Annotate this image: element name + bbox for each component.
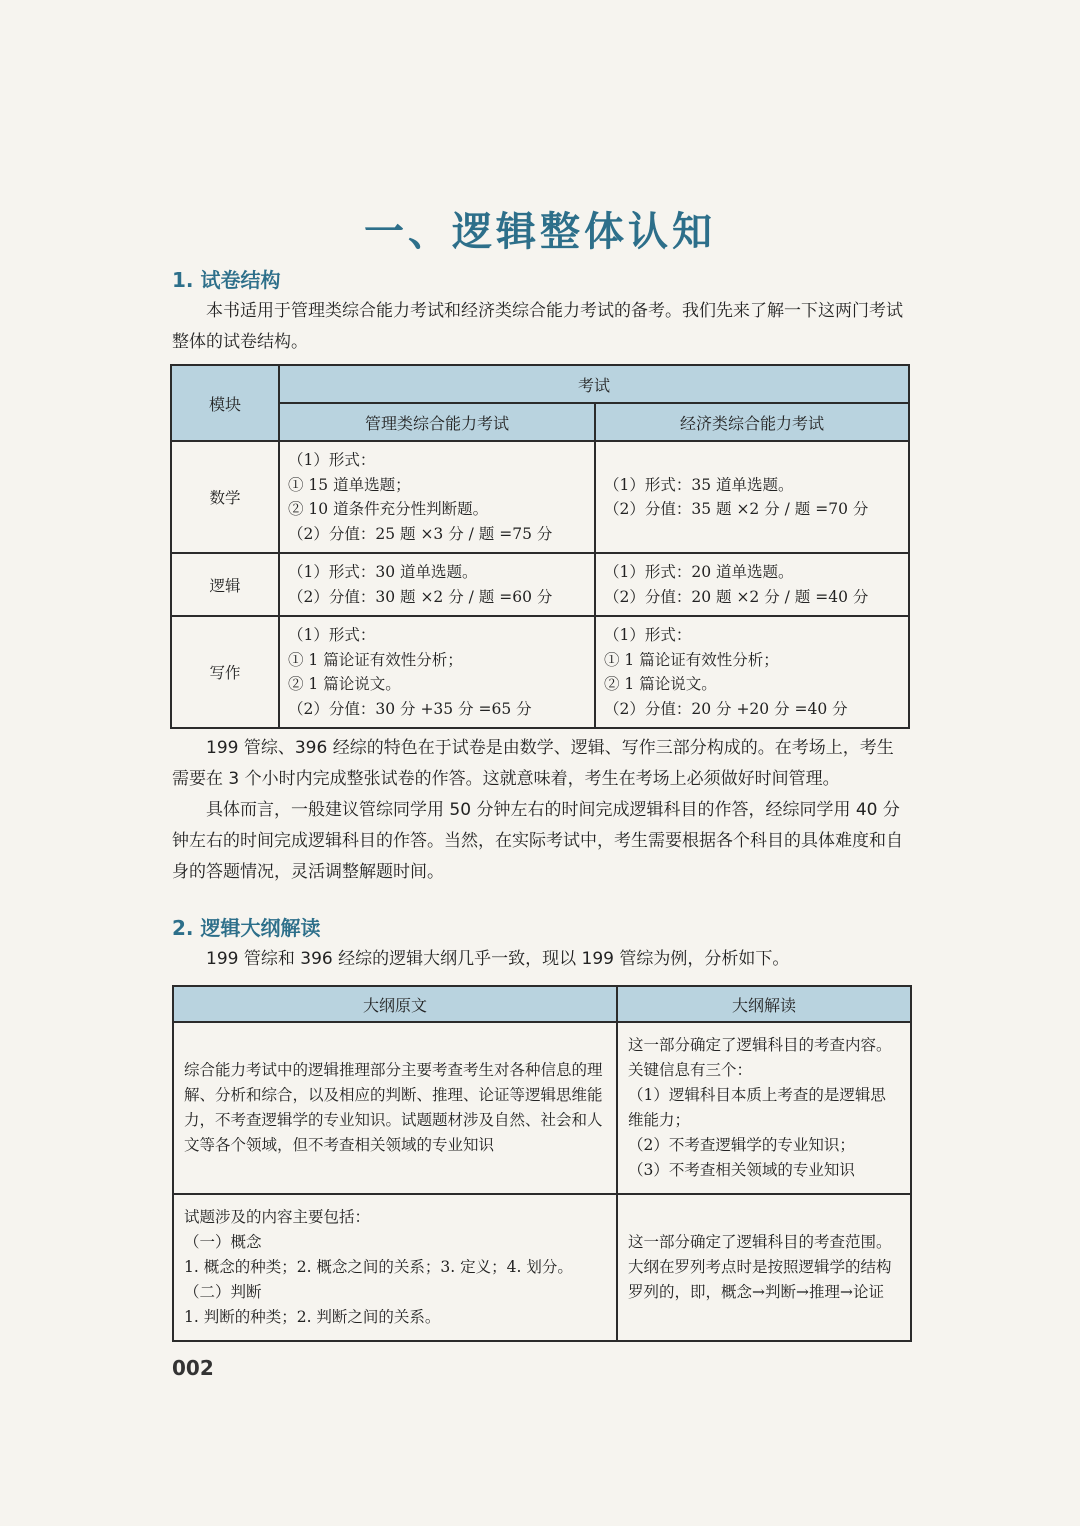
cell-text: （1）逻辑科目本质上考查的是逻辑思维能力； <box>628 1086 886 1129</box>
header-interpretation: 大纲解读 <box>617 986 911 1022</box>
cell-line: ① 15 道单选题； <box>288 475 411 494</box>
cell-line: （1）形式： <box>604 626 692 644</box>
module-logic: 逻辑 <box>171 553 279 616</box>
cell-line: （2）分值：20 题 ×2 分 / 题 =40 分 <box>604 587 869 606</box>
original-cell-2 <box>173 1194 617 1341</box>
module-math: 数学 <box>171 441 279 553</box>
cell-line: （1）形式：30 道单选题。 <box>288 563 478 581</box>
cell-line: （1）形式：20 道单选题。 <box>604 563 794 581</box>
cell-line: （2）分值：35 题 ×2 分 / 题 =70 分 <box>604 500 869 518</box>
math-management-cell <box>279 441 595 553</box>
cell-text: 综合能力考试中的逻辑推理部分主要考查考生对各种信息的理解、分析和综合，以及相应的判断、推理、论证等逻辑思维能力，不考查逻辑学的专业知识。试题题材涉及自然、社会和人文等各个领域，但不考查相关领域的专业知识 <box>184 1061 603 1154</box>
section-heading-syllabus: 2. 逻辑大纲解读 <box>172 916 321 940</box>
interpretation-cell-1 <box>617 1022 911 1194</box>
header-exam: 考试 <box>279 365 909 403</box>
table-row <box>173 1022 911 1194</box>
logic-economic-cell <box>595 553 909 616</box>
cell-line: （1）形式： <box>288 626 376 644</box>
writing-economic-cell <box>595 616 909 728</box>
cell-line: （2）分值：25 题 ×3 分 / 题 =75 分 <box>288 524 553 543</box>
cell-text: 这一部分确定了逻辑科目的考查范围。大纲在罗列考点时是按照逻辑学的结构罗列的，即，概念→判断→推理→论证 <box>628 1233 892 1301</box>
cell-line: ① 1 篇论证有效性分析； <box>288 650 463 669</box>
table-row-logic <box>171 553 909 616</box>
math-economic-cell <box>595 441 909 553</box>
table-row <box>173 1194 911 1341</box>
header-module: 模块 <box>171 365 279 441</box>
original-cell-1 <box>173 1022 617 1194</box>
cell-line: ② 10 道条件充分性判断题。 <box>288 500 489 518</box>
table-row-writing <box>171 616 909 728</box>
page-title: 一、逻辑整体认知 <box>364 209 716 255</box>
cell-line: ① 1 篇论证有效性分析； <box>604 650 779 669</box>
logic-management-cell <box>279 553 595 616</box>
writing-management-cell <box>279 616 595 728</box>
header-economic: 经济类综合能力考试 <box>595 403 909 441</box>
section-heading-exam-structure: 1. 试卷结构 <box>172 268 281 292</box>
cell-line: （2）分值：20 分 +20 分 =40 分 <box>604 699 848 718</box>
cell-text: （一）概念 <box>184 1233 262 1251</box>
paragraph-time-advice: 具体而言，一般建议管综同学用 50 分钟左右的时间完成逻辑科目的作答，经综同学用 40 分钟左右的时间完成逻辑科目的作答。当然，在实际考试中，考生需要根据各个科目的具体难度和自身的答题情况，灵活调整解题时间。 <box>172 800 903 882</box>
header-management: 管理类综合能力考试 <box>279 403 595 441</box>
cell-line: （1）形式： <box>288 451 376 469</box>
cell-text: 试题涉及的内容主要包括： <box>184 1208 371 1226</box>
cell-text: 这一部分确定了逻辑科目的考查内容。关键信息有三个： <box>628 1036 892 1079</box>
cell-text: （2）不考查逻辑学的专业知识； <box>628 1136 855 1154</box>
table-row-math <box>171 441 909 553</box>
cell-text: （二）判断 <box>184 1283 262 1301</box>
syllabus-intro: 199 管综和 396 经综的逻辑大纲几乎一致，现以 199 管综为例，分析如下。 <box>206 949 790 969</box>
intro-paragraph: 本书适用于管理类综合能力考试和经济类综合能力考试的备考。我们先来了解一下这两门考试整体的试卷结构。 <box>172 301 903 352</box>
cell-line: （1）形式：35 道单选题。 <box>604 475 794 494</box>
header-original: 大纲原文 <box>173 986 617 1022</box>
paragraph-test-composition: 199 管综、396 经综的特色在于试卷是由数学、逻辑、写作三部分构成的。在考场上，考生需要在 3 个小时内完成整张试卷的作答。这就意味着，考生在考场上必须做好时间管理。 <box>172 738 894 789</box>
page-number: 002 <box>172 1356 214 1380</box>
interpretation-cell-2 <box>617 1194 911 1341</box>
exam-structure-table <box>170 364 910 729</box>
cell-line: （2）分值：30 分 +35 分 =65 分 <box>288 699 532 718</box>
cell-text: 1. 判断的种类；2. 判断之间的关系。 <box>184 1308 441 1326</box>
cell-text: （3）不考查相关领域的专业知识 <box>628 1161 855 1179</box>
cell-line: ② 1 篇论说文。 <box>604 675 717 693</box>
cell-line: ② 1 篇论说文。 <box>288 675 401 693</box>
syllabus-table <box>172 985 912 1342</box>
cell-line: （2）分值：30 题 ×2 分 / 题 =60 分 <box>288 587 553 606</box>
cell-text: 1. 概念的种类；2. 概念之间的关系；3. 定义；4. 划分。 <box>184 1258 573 1276</box>
module-writing: 写作 <box>171 616 279 728</box>
